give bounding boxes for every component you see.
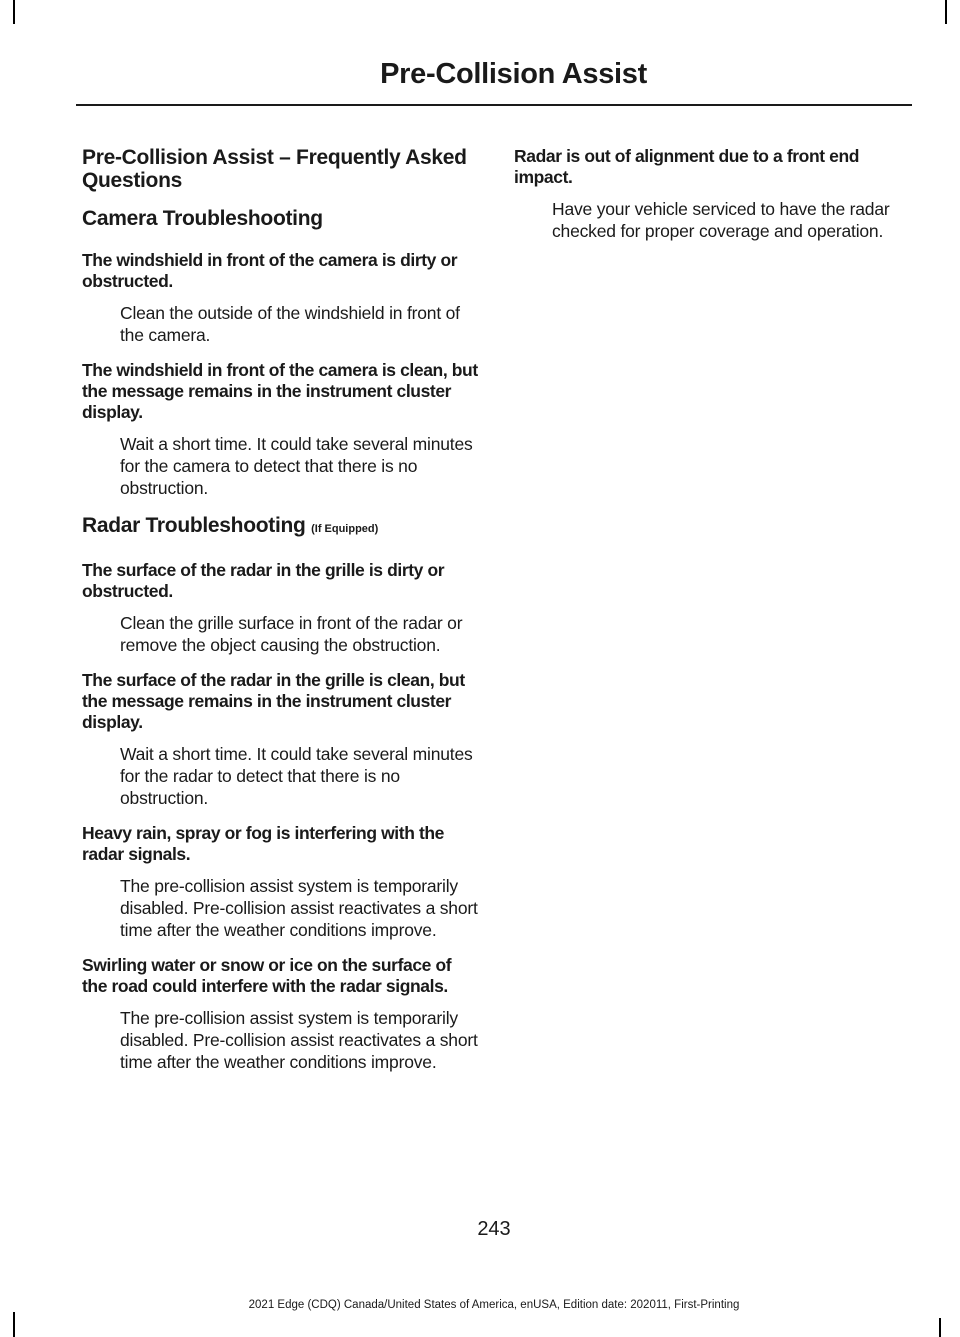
page-number: 243	[477, 1218, 511, 1240]
answer: The pre-collision assist system is temporarily disabled. Pre-collision assist reactivates a short time after the weather conditions improve.	[120, 876, 478, 940]
answer: Wait a short time. It could take several minutes for the camera to detect that there is no obstruction.	[120, 434, 473, 498]
answer: Wait a short time. It could take several minutes for the radar to detect that there is no obstruction.	[120, 744, 473, 808]
question: The surface of the radar in the grille is clean, but the message remains in the instrument cluster display.	[82, 670, 465, 732]
faq-title: Pre-Collision Assist – Frequently Asked Questions	[82, 146, 467, 192]
radar-troubleshooting-heading	[82, 513, 478, 542]
crop-mark-bottom-right	[939, 1318, 941, 1337]
camera-item	[82, 250, 478, 346]
radar-heading-text: Radar Troubleshooting	[82, 514, 306, 537]
crop-mark-top-right	[945, 0, 947, 24]
left-column	[82, 146, 478, 1087]
crop-mark-top-left	[13, 0, 15, 24]
question: Heavy rain, spray or fog is interfering with the radar signals.	[82, 823, 444, 864]
radar-item	[82, 560, 478, 656]
if-equipped-label: (If Equipped)	[311, 523, 379, 535]
answer: The pre-collision assist system is temporarily disabled. Pre-collision assist reactivates a short time after the weather conditions improve.	[120, 1008, 478, 1072]
question: Radar is out of alignment due to a front end impact.	[514, 146, 860, 187]
question: The windshield in front of the camera is dirty or obstructed.	[82, 250, 458, 291]
crop-mark-bottom-left	[13, 1312, 15, 1337]
radar-item	[514, 146, 910, 242]
question: Swirling water or snow or ice on the surface of the road could interfere with the radar signals.	[82, 955, 452, 996]
page-header-title: Pre-Collision Assist	[380, 58, 647, 90]
header-divider	[76, 104, 912, 106]
answer: Have your vehicle serviced to have the radar checked for proper coverage and operation.	[552, 199, 890, 241]
camera-item	[82, 360, 478, 499]
right-column	[514, 146, 910, 256]
edition-footer: 2021 Edge (CDQ) Canada/United States of America, enUSA, Edition date: 202011, First-Printing	[248, 1299, 740, 1311]
radar-item	[82, 955, 478, 1073]
answer: Clean the outside of the windshield in front of the camera.	[120, 303, 460, 345]
answer: Clean the grille surface in front of the radar or remove the object causing the obstruction.	[120, 613, 463, 655]
question: The windshield in front of the camera is clean, but the message remains in the instrument cluster display.	[82, 360, 478, 422]
question: The surface of the radar in the grille is dirty or obstructed.	[82, 560, 445, 601]
camera-troubleshooting-heading: Camera Troubleshooting	[82, 207, 323, 230]
radar-item	[82, 670, 478, 809]
radar-item	[82, 823, 478, 941]
